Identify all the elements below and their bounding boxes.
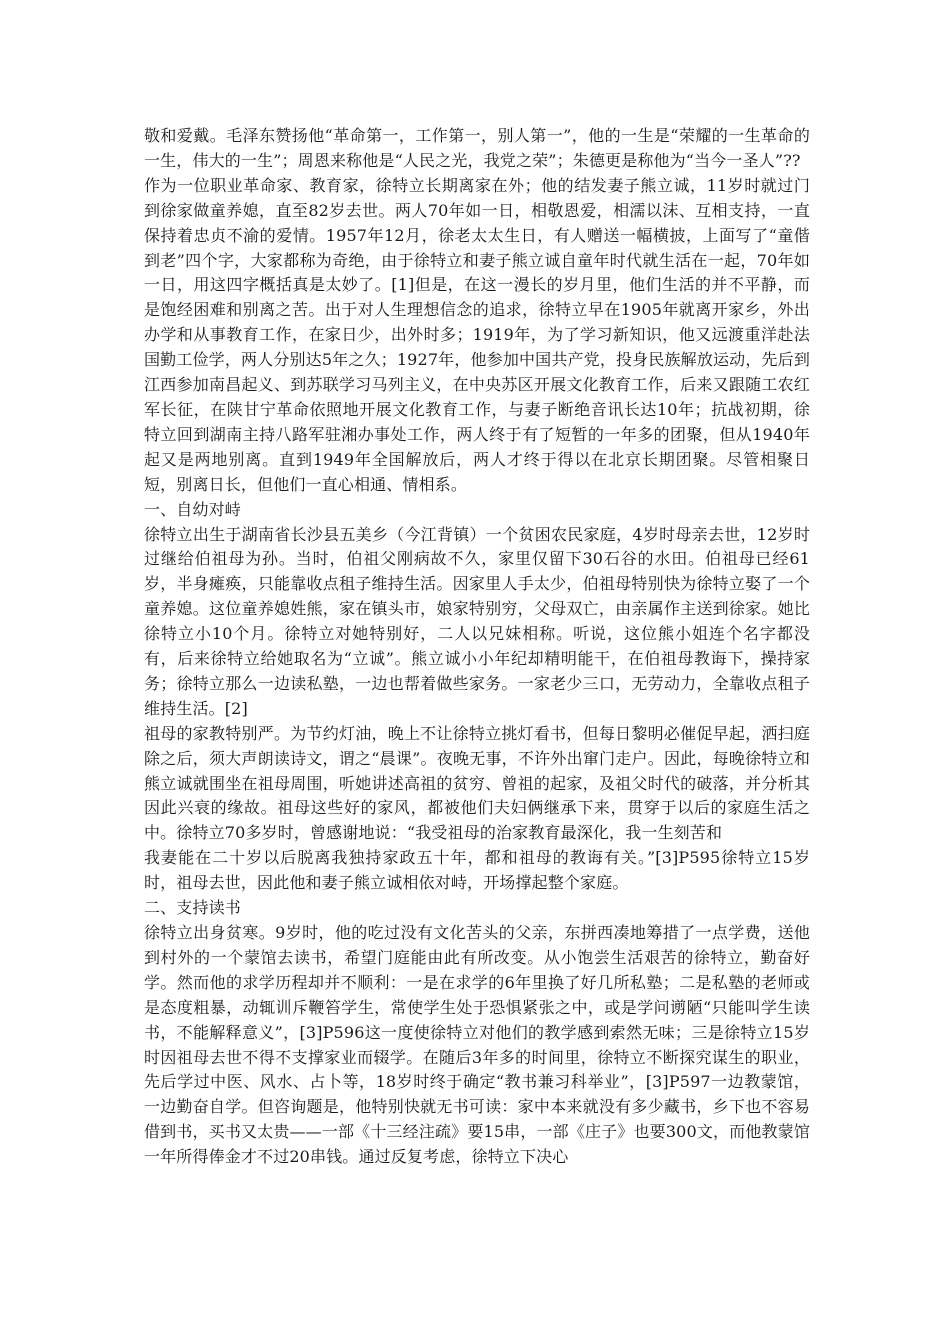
paragraph-grandmother-death: 我妻能在二十岁以后脱离我独持家政五十年，都和祖母的教诲有关。”[3]P595徐特立15岁时，祖母去世，因此他和妻子熊立诚相依对峙，开场撑起整个家庭。 bbox=[144, 848, 810, 893]
section-heading-1: 一、自幼对峙 bbox=[144, 499, 241, 519]
document-body bbox=[144, 124, 810, 1170]
paragraph-marriage-overview: 作为一位职业革命家、教育家，徐特立长期离家在外；他的结发妻子熊立诚，11岁时就过门到徐家做童养媳，直至82岁去世。两人70年如一日，相敬恩爱，相濡以沫、互相支持，一直保持着忠贞不渝的爱情。1957年12月，徐老太太生日，有人赠送一幅横披，上面写了“童偕到老”四个字，大家都称为奇绝，由于徐特立和妻子熊立诚自童年时代就生活在一起，70年如一日，用这四字概括真是太妙了。[1]但是，在这一漫长的岁月里，他们生活的并不平静，而是饱经困难和别离之苦。出于对人生理想信念的追求，徐特立早在1905年就离开家乡，外出办学和从事教育工作，在家日少，出外时多；1919年，为了学习新知识，他又远渡重洋赴法国勤工俭学，两人分别达5年之久；1927年，他参加中国共产党，投身民族解放运动，先后到江西参加南昌起义、到苏联学习马列主义，在中央苏区开展文化教育工作，后来又跟随工农红军长征，在陕甘宁革命依照地开展文化教育工作，与妻子断绝音讯长达10年；抗战初期，徐特立回到湖南主持八路军驻湘办事处工作，两人终于有了短暂的一年多的团聚，但从1940年起又是两地别离。直到1949年全国解放后，两人才终于得以在北京长期团聚。尽管相聚日短，别离日长，但他们一直心相通、情相系。 bbox=[144, 175, 810, 494]
paragraph-education: 徐特立出身贫寒。9岁时，他的吃过没有文化苦头的父亲，东拼西凑地筹措了一点学费，送他到村外的一个蒙馆去读书，希望门庭能由此有所改变。从小饱尝生活艰苦的徐特立，勤奋好学。然而他的求学历程却并不顺利：一是在求学的6年里换了好几所私塾；二是私塾的老师或是态度粗暴，动辄训斥鞭笞学生，常使学生处于恐惧紧张之中，或是学问谫陋“只能叫学生读书，不能解释意义”，[3]P596这一度使徐特立对他们的教学感到索然无味；三是徐特立15岁时因祖母去世不得不支撑家业而辍学。在随后3年多的时间里，徐特立不断探究谋生的职业，先后学过中医、风水、占卜等，18岁时终于确定“教书兼习科举业”，[3]P597一边教蒙馆，一边勤奋自学。但咨询题是，他特别快就无书可读：家中本来就没有多少藏书，乡下也不容易借到书，买书又太贵——一部《十三经注疏》要15串，一部《庄子》也要300文，而他教蒙馆一年所得俸金才不过20串钱。通过反复考虑，徐特立下决心 bbox=[144, 923, 810, 1167]
paragraph-childhood: 徐特立出生于湖南省长沙县五美乡（今江背镇）一个贫困农民家庭，4岁时母亲去世，12岁时过继给伯祖母为孙。当时，伯祖父刚病故不久，家里仅留下30石谷的水田。伯祖母已经61岁，半身瘫痪，只能靠收点租子维持生活。因家里人手太少，伯祖母特别快为徐特立娶了一个童养媳。这位童养媳姓熊，家在镇头市，娘家特别穷，父母双亡，由亲属作主送到徐家。她比徐特立小10个月。徐特立对她特别好，二人以兄妹相称。听说，这位熊小姐连个名字都没有，后来徐特立给她取名为“立诚”。熊立诚小小年纪却精明能干，在伯祖母教诲下，操持家务；徐特立那么一边读私塾，一边也帮着做些家务。一家老少三口，无劳动力，全靠收点租子维持生活。[2] bbox=[144, 524, 810, 718]
section-heading-2: 二、支持读书 bbox=[144, 898, 241, 918]
paragraph-grandmother-teaching: 祖母的家教特别严。为节约灯油，晚上不让徐特立挑灯看书，但每日黎明必催促早起，洒扫庭除之后，须大声朗读诗文，谓之“晨课”。夜晚无事，不许外出窜门走户。因此，每晚徐特立和熊立诚就围坐在祖母周围，听她讲述高祖的贫穷、曾祖的起家，及祖父时代的破落，并分析其因此兴衰的缘故。祖母这些好的家风，都被他们夫妇俩继承下来，贯穿于以后的家庭生活之中。徐特立70多岁时，曾感谢地说：“我受祖母的治家教育最深化，我一生刻苦和 bbox=[144, 723, 810, 843]
paragraph-tribute: 敬和爱戴。毛泽东赞扬他“革命第一，工作第一，别人第一”，他的一生是“荣耀的一生革命的一生，伟大的一生”；周恩来称他是“人民之光，我党之荣”；朱德更是称他为“当今一圣人”?? bbox=[144, 126, 810, 170]
